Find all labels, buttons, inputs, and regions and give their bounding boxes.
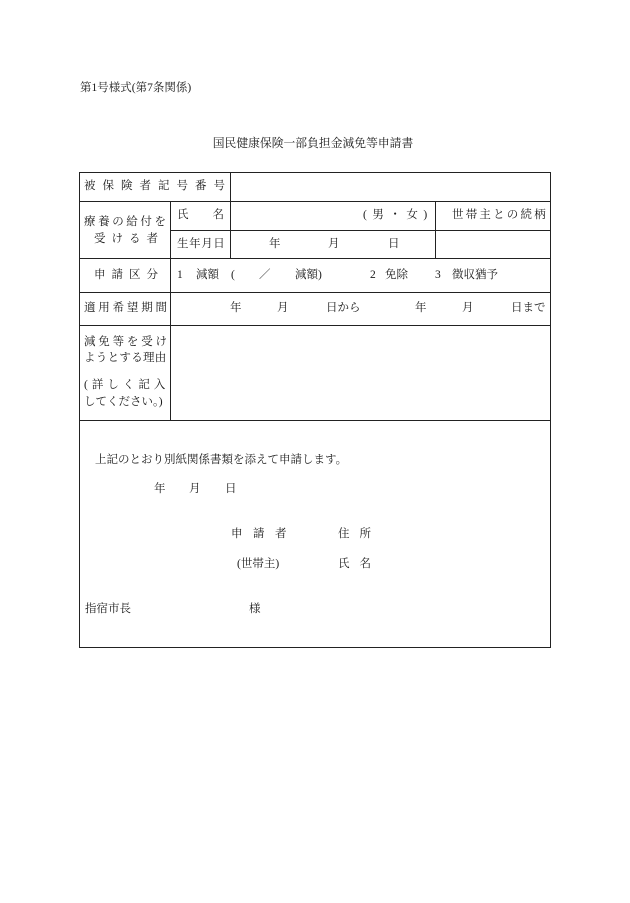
- reason-label-line3: (詳しく記入: [84, 379, 170, 391]
- period-from-day: 日から: [326, 302, 361, 314]
- period-from-month: 月: [277, 302, 289, 314]
- name-label: 氏名: [177, 209, 248, 221]
- option-label: 減額: [196, 269, 219, 281]
- declaration-date-month: 月: [189, 483, 201, 495]
- declaration-date-day: 日: [225, 483, 237, 495]
- recipient-label-line2: 受ける者: [94, 233, 164, 245]
- birthdate-year: 年: [269, 238, 281, 250]
- sex-options: (男・女): [363, 209, 433, 221]
- option-number: 1: [177, 269, 183, 281]
- birthdate-day: 日: [388, 238, 400, 250]
- reduction-detail-close: 減額): [295, 269, 322, 281]
- row-divider: [79, 258, 551, 259]
- recipient-label-line1: 療養の給付を: [84, 216, 169, 228]
- relationship-label: 世帯主との続柄: [452, 209, 548, 221]
- option-number: 2: [370, 269, 376, 281]
- birthdate-label: 生年月日: [177, 238, 226, 250]
- option-label: 免除: [385, 269, 408, 281]
- form-number: 第1号様式(第7条関係): [80, 82, 192, 94]
- option-label: 徴収猶予: [452, 269, 498, 281]
- period-from-year: 年: [230, 302, 242, 314]
- period-to-month: 月: [462, 302, 474, 314]
- applicant-note: (世帯主): [237, 558, 280, 570]
- reason-label-line1: 減免等を受け: [84, 336, 170, 348]
- reduction-detail-slash: ／: [259, 269, 271, 281]
- reason-label-line2: ようとする理由: [84, 352, 167, 364]
- application-period-label: 適用希望期間: [84, 302, 170, 314]
- addressee-honorific: 様: [249, 603, 261, 615]
- relationship-value-cell: [436, 231, 550, 258]
- period-to-day: 日まで: [511, 302, 546, 314]
- reduction-detail-open: (: [231, 269, 235, 281]
- insured-number-label: 被保険者記号番号: [84, 180, 232, 192]
- declaration-date-year: 年: [154, 483, 166, 495]
- addressee: 指宿市長: [85, 603, 131, 615]
- insured-number-value-cell: [231, 173, 550, 201]
- address-label: 住所: [338, 528, 381, 540]
- declaration-statement: 上記のとおり別紙関係書類を添えて申請します。: [95, 454, 348, 466]
- form-title: 国民健康保険一部負担金減免等申請書: [212, 136, 414, 150]
- row-divider: [79, 292, 551, 293]
- reason-label-line4: してください。): [84, 396, 163, 408]
- option-number: 3: [435, 269, 441, 281]
- reason-value-cell: [171, 326, 550, 420]
- application-type-label: 申請区分: [94, 269, 164, 281]
- applicant-name-label: 氏名: [338, 558, 381, 570]
- applicant-label: 申請者: [231, 528, 297, 540]
- row-divider: [79, 420, 551, 421]
- birthdate-month: 月: [328, 238, 340, 250]
- period-to-year: 年: [415, 302, 427, 314]
